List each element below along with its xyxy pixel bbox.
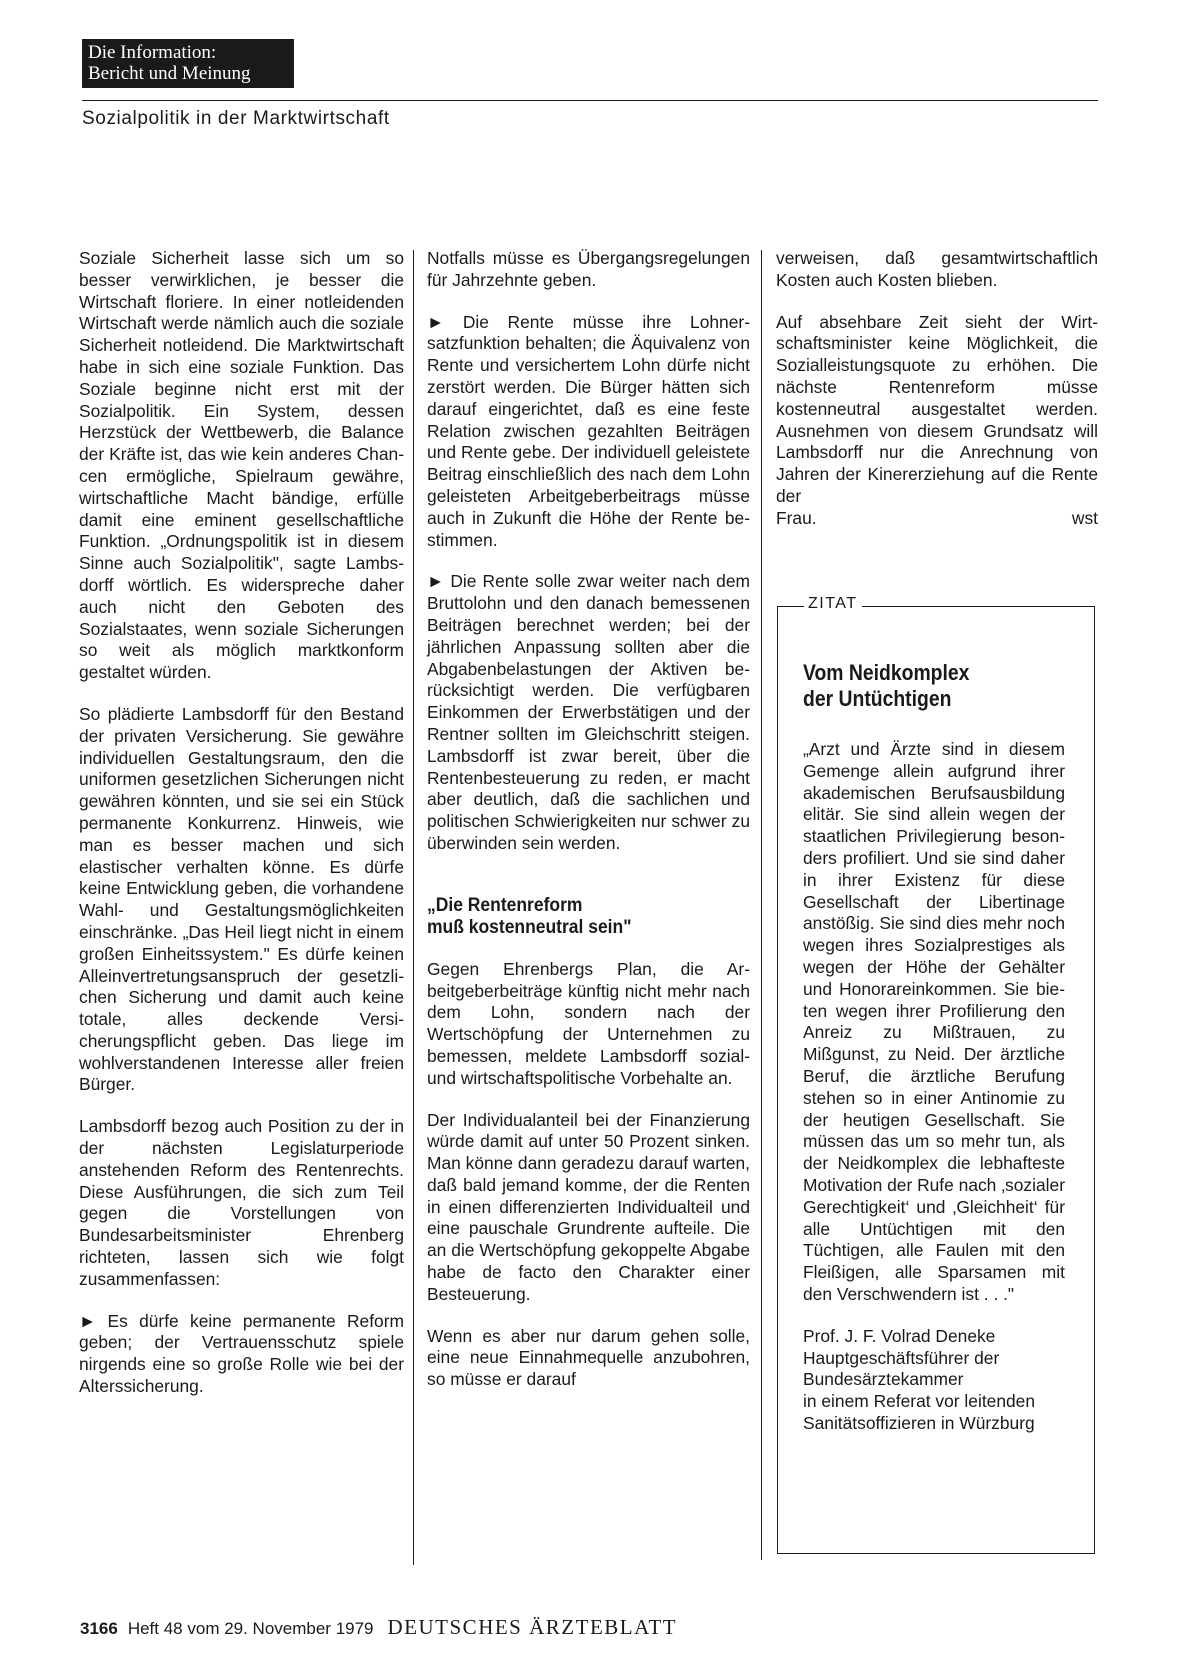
final-word: Frau. — [776, 507, 817, 528]
paragraph: ► Es dürfe keine permanente Reform geben; der Vertrauensschutz spiele nirgends eine so große Rolle wie bei der Alterssicherung. — [79, 1310, 404, 1397]
attribution-role: Hauptgeschäftsführer der — [803, 1347, 1000, 1368]
quote-label: ZITAT — [804, 595, 862, 613]
attribution-org: Bundesärztekammer — [803, 1369, 964, 1390]
quote-body — [803, 739, 1065, 1435]
paragraph: Der Individualanteil bei der Finanzierung würde damit auf unter 50 Prozent sinken. Man könne dann geradezu darauf warten, daß bald jemand komme, der die Renten in einen differenzierten Individualteil und eine pauschale Grundrente aufteile. Die an die Wertschöpfung gekoppelte Abgabe habe de facto den Charakter einer Besteuerung. — [427, 1109, 750, 1304]
quote-title-line-2: der Untüchtigen — [803, 686, 952, 711]
paragraph: Notfalls müsse es Übergangsregelungen für Jahrzehnte geben. — [427, 248, 750, 290]
paragraph: ► Die Rente solle zwar weiter nach dem Bruttolohn und den danach bemessenen Beiträgen berechnet werden; bei der jährlichen Anpassung sollten aber die Abgabenbelastungen der Aktiven berücksichtigt werden. Die verfügbaren Einkommen der Erwerbstätigen und der Rentner sollten im Gleichschritt steigen. Lambsdorff ist zwar bereit, über die Rentenbesteuerung zu reden, er macht aber deutlich, daß die sachlichen und politischen Schwierigkeiten nur schwer zu überwinden sein werden. — [427, 571, 750, 853]
quote-title — [803, 660, 1032, 712]
rubric-box — [82, 39, 294, 88]
page-number: 3166 — [80, 1619, 118, 1638]
paragraph: Gegen Ehrenbergs Plan, die Arbeitgeberbeiträge künftig nicht mehr nach dem Lohn, sondern nach der Wertschöpfung der Unternehmen zu bemessen, meldete Lambsdorff sozial- und wirtschaftspolitische Vorbehalte an. — [427, 958, 750, 1088]
header-rule — [82, 100, 1098, 101]
paragraph: Soziale Sicherheit lasse sich um so besser verwirklichen, je besser die Wirtschaft floriere. In einer notleidenden Wirtschaft werde nämlich auch die soziale Sicherheit notleidend. Die Marktwirtschaft habe in sich eine soziale Funktion. Das Soziale beginne nicht erst mit der Sozialpolitik. Ein System, dessen Herzstück der Wettbewerb, die Balance der Kräfte ist, das wie kein anderes Chancen ermögliche, Spielraum gewähre, wirtschaftliche Macht bändige, erfülle damit eine eminent gesellschaftliche Funktion. „Ordnungspolitik ist in diesem Sinne auch Sozialpolitik", sagte Lambsdorff wörtlich. Es widerspreche daher auch nicht den Geboten des Sozialstaates, wenn soziale Sicherungen so weit als möglich marktkonform gestaltet würden. — [79, 248, 404, 683]
column-divider-1 — [413, 250, 414, 1565]
section-title: Sozialpolitik in der Marktwirtschaft — [82, 108, 390, 129]
paragraph: ► Die Rente müsse ihre Lohnersatzfunktion behalten; die Äquivalenz von Rente und versichertem Lohn dürfe nicht zerstört werden. Die Bürger hätten sich darauf eingerichtet, daß es eine feste Relation zwischen gezahlten Beiträgen und Rente gebe. Der individuell geleistete Beitrag einschließlich des nach dem Lohn geleisteten Arbeitgeberbeitrags müsse auch in Zukunft die Höhe der Rente bestimmen. — [427, 311, 750, 550]
article-column-1 — [79, 248, 404, 1398]
paragraph: verweisen, daß gesamtwirtschaftlich Kosten auch Kosten blieben. — [776, 248, 1098, 290]
paragraph: Lambsdorff bezog auch Position zu der in der nächsten Legislaturperiode anstehenden Reform des Rentenrechts. Diese Ausführungen, die sich zum Teil gegen die Vorstellungen von Bundesarbeitsminister Ehrenberg richteten, lassen sich wie folgt zusammenfassen: — [79, 1116, 404, 1289]
issue-info: Heft 48 vom 29. November 1979 — [127, 1619, 374, 1638]
author-signature: wst — [1071, 507, 1098, 528]
quote-text: „Arzt und Ärzte sind in diesem Gemenge allein aufgrund ihrer akademischen Berufsausbildung elitär. Sie sind allein wegen der staatlichen Privilegierung besonders profiliert. Und sie sind daher in ihrer Existenz für diese Gesellschaft der Libertinage anstößig. Sie sind dies mehr noch wegen ihres Sozialprestiges als wegen der Höhe der Gehälter und Honorareinkommen. Sie bieten wegen ihrer Profilierung den Anreiz zu Mißtrauen, zu Mißgunst, zu Neid. Der ärztliche Beruf, die ärztliche Berufung stehen so in einer Antinomie zu der heutigen Gesellschaft. Sie müssen das um so mehr tun, als der Neidkomplex die lebhafteste Motivation der Rufe nach ‚sozialer Gerechtigkeit‘ und ‚Gleichheit‘ für alle Untüchtigen mit den Tüchtigen, alle Faulen mit den Fleißigen, alle Sparsamen mit den Verschwendern ist . . ." — [803, 739, 1065, 1304]
final-line — [776, 508, 1098, 530]
page-footer — [80, 1615, 677, 1640]
paragraph-text: Auf absehbare Zeit sieht der Wirtschaftsminister keine Möglichkeit, die Sozialleistungsquote zu erhöhen. Die nächste Rentenreform müsse kostenneutral ausgestaltet werden. Ausnehmen von diesem Grundsatz will Lambsdorff nur die Anrechnung von Jahren der Kinererziehung auf die Rente der — [776, 311, 1098, 506]
subheading-line-2: muß kostenneutral sein" — [427, 916, 632, 938]
quote-attribution — [803, 1326, 1065, 1435]
attribution-context: in einem Referat vor leitenden Sanitätsoffizieren in Würzburg — [803, 1391, 1036, 1433]
column-divider-2 — [761, 250, 762, 1560]
attribution-name: Prof. J. F. Volrad Deneke — [803, 1325, 996, 1346]
rubric-line-1: Die Information: — [88, 42, 217, 63]
subheading — [427, 895, 724, 939]
article-column-2 — [427, 248, 750, 1391]
quote-box — [777, 595, 1095, 1554]
article-column-3 — [776, 248, 1098, 530]
paragraph — [776, 312, 1098, 530]
quote-title-line-1: Vom Neidkomplex — [803, 660, 970, 685]
rubric-line-2: Bericht und Meinung — [88, 63, 251, 84]
paragraph: Wenn es aber nur darum gehen solle, eine neue Einnahmequelle anzubohren, so müsse er darauf — [427, 1325, 750, 1390]
magazine-name: DEUTSCHES ÄRZTEBLATT — [387, 1615, 678, 1639]
paragraph: So plädierte Lambsdorff für den Bestand der privaten Versicherung. Sie gewähre individuellen Gestaltungsraum, den die uniformen gesetzlichen Sicherungen nicht gewähren könnten, und sie sei ein Stück permanente Konkurrenz. Hinweis, wie man es besser machen und sich elastischer verhalten könne. Es dürfe keine Entwicklung geben, die vorhandene Wahl- und Gestaltungsmöglichkeiten einschränke. „Das Heil liegt nicht in einem großen Einheitssystem." Es dürfe keinen Alleinvertretungsanspruch der gesetzlichen Sicherung und damit auch keine totale, alles deckende Versicherungspflicht geben. Das liege im wohlverstandenen Interesse aller freien Bürger. — [79, 703, 404, 1095]
subheading-line-1: „Die Rentenreform — [427, 894, 583, 916]
